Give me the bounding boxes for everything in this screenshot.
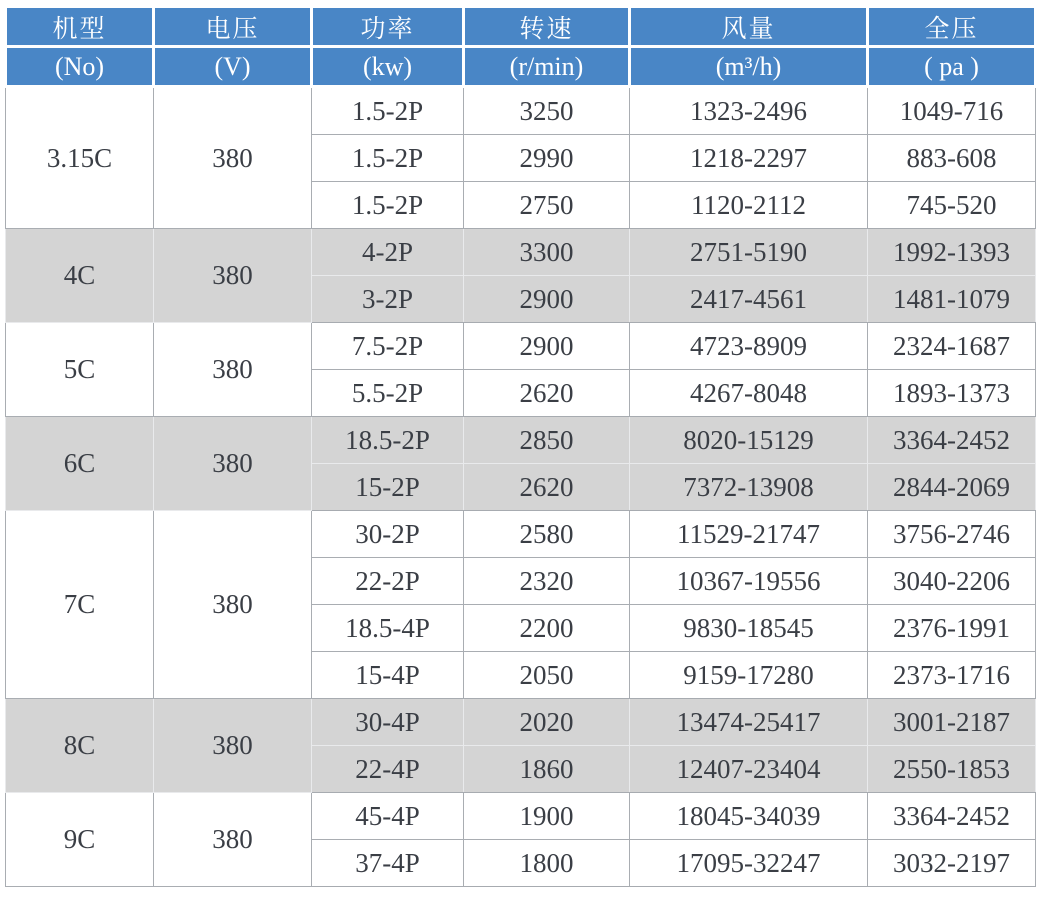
table-row <box>6 793 1036 840</box>
pressure-cell: 2550-1853 <box>868 746 1036 793</box>
speed-cell: 2050 <box>464 652 630 699</box>
pressure-cell: 3040-2206 <box>868 558 1036 605</box>
column-header-voltage: 电压 <box>154 7 312 47</box>
column-header-power: 功率 <box>312 7 464 47</box>
airflow-cell: 2751-5190 <box>630 229 868 276</box>
speed-cell: 2990 <box>464 135 630 182</box>
speed-cell: 2200 <box>464 605 630 652</box>
power-cell: 22-4P <box>312 746 464 793</box>
table-header <box>6 7 1036 87</box>
speed-cell: 3250 <box>464 87 630 135</box>
power-cell: 1.5-2P <box>312 87 464 135</box>
voltage-cell: 380 <box>154 511 312 699</box>
pressure-cell: 1992-1393 <box>868 229 1036 276</box>
airflow-cell: 4723-8909 <box>630 323 868 370</box>
speed-cell: 2320 <box>464 558 630 605</box>
column-unit-voltage: (V) <box>154 47 312 87</box>
power-cell: 45-4P <box>312 793 464 840</box>
power-cell: 15-2P <box>312 464 464 511</box>
table-row <box>6 511 1036 558</box>
voltage-cell: 380 <box>154 699 312 793</box>
pressure-cell: 2373-1716 <box>868 652 1036 699</box>
pressure-cell: 2324-1687 <box>868 323 1036 370</box>
table-row <box>6 229 1036 276</box>
power-cell: 1.5-2P <box>312 135 464 182</box>
pressure-cell: 2376-1991 <box>868 605 1036 652</box>
model-cell: 6C <box>6 417 154 511</box>
power-cell: 30-4P <box>312 699 464 746</box>
fan-spec-table <box>4 5 1037 887</box>
column-header-speed: 转速 <box>464 7 630 47</box>
airflow-cell: 1218-2297 <box>630 135 868 182</box>
column-unit-power: (kw) <box>312 47 464 87</box>
table-body <box>6 87 1036 887</box>
pressure-cell: 3001-2187 <box>868 699 1036 746</box>
column-header-pressure: 全压 <box>868 7 1036 47</box>
airflow-cell: 10367-19556 <box>630 558 868 605</box>
power-cell: 5.5-2P <box>312 370 464 417</box>
pressure-cell: 1481-1079 <box>868 276 1036 323</box>
column-unit-speed: (r/min) <box>464 47 630 87</box>
speed-cell: 1800 <box>464 840 630 887</box>
speed-cell: 2020 <box>464 699 630 746</box>
voltage-cell: 380 <box>154 323 312 417</box>
airflow-cell: 11529-21747 <box>630 511 868 558</box>
speed-cell: 2850 <box>464 417 630 464</box>
model-cell: 4C <box>6 229 154 323</box>
airflow-cell: 4267-8048 <box>630 370 868 417</box>
model-cell: 5C <box>6 323 154 417</box>
power-cell: 15-4P <box>312 652 464 699</box>
table-row <box>6 699 1036 746</box>
airflow-cell: 9159-17280 <box>630 652 868 699</box>
speed-cell: 1900 <box>464 793 630 840</box>
airflow-cell: 17095-32247 <box>630 840 868 887</box>
table-row <box>6 87 1036 135</box>
power-cell: 7.5-2P <box>312 323 464 370</box>
power-cell: 1.5-2P <box>312 182 464 229</box>
pressure-cell: 883-608 <box>868 135 1036 182</box>
pressure-cell: 1049-716 <box>868 87 1036 135</box>
power-cell: 37-4P <box>312 840 464 887</box>
pressure-cell: 2844-2069 <box>868 464 1036 511</box>
power-cell: 3-2P <box>312 276 464 323</box>
column-unit-pressure: ( pa ) <box>868 47 1036 87</box>
airflow-cell: 8020-15129 <box>630 417 868 464</box>
model-cell: 9C <box>6 793 154 887</box>
airflow-cell: 2417-4561 <box>630 276 868 323</box>
pressure-cell: 1893-1373 <box>868 370 1036 417</box>
speed-cell: 1860 <box>464 746 630 793</box>
airflow-cell: 18045-34039 <box>630 793 868 840</box>
speed-cell: 2900 <box>464 323 630 370</box>
speed-cell: 3300 <box>464 229 630 276</box>
model-cell: 8C <box>6 699 154 793</box>
voltage-cell: 380 <box>154 793 312 887</box>
speed-cell: 2620 <box>464 370 630 417</box>
airflow-cell: 1323-2496 <box>630 87 868 135</box>
voltage-cell: 380 <box>154 229 312 323</box>
voltage-cell: 380 <box>154 87 312 229</box>
column-header-model: 机型 <box>6 7 154 47</box>
airflow-cell: 7372-13908 <box>630 464 868 511</box>
airflow-cell: 9830-18545 <box>630 605 868 652</box>
column-unit-airflow: (m³/h) <box>630 47 868 87</box>
power-cell: 18.5-4P <box>312 605 464 652</box>
power-cell: 4-2P <box>312 229 464 276</box>
table-row <box>6 417 1036 464</box>
column-unit-model: (No) <box>6 47 154 87</box>
header-title-row <box>6 7 1036 47</box>
power-cell: 18.5-2P <box>312 417 464 464</box>
power-cell: 30-2P <box>312 511 464 558</box>
airflow-cell: 1120-2112 <box>630 182 868 229</box>
header-unit-row <box>6 47 1036 87</box>
speed-cell: 2900 <box>464 276 630 323</box>
table-row <box>6 323 1036 370</box>
column-header-airflow: 风量 <box>630 7 868 47</box>
pressure-cell: 3756-2746 <box>868 511 1036 558</box>
pressure-cell: 745-520 <box>868 182 1036 229</box>
airflow-cell: 12407-23404 <box>630 746 868 793</box>
pressure-cell: 3364-2452 <box>868 793 1036 840</box>
speed-cell: 2620 <box>464 464 630 511</box>
pressure-cell: 3032-2197 <box>868 840 1036 887</box>
model-cell: 3.15C <box>6 87 154 229</box>
speed-cell: 2750 <box>464 182 630 229</box>
pressure-cell: 3364-2452 <box>868 417 1036 464</box>
airflow-cell: 13474-25417 <box>630 699 868 746</box>
power-cell: 22-2P <box>312 558 464 605</box>
voltage-cell: 380 <box>154 417 312 511</box>
speed-cell: 2580 <box>464 511 630 558</box>
model-cell: 7C <box>6 511 154 699</box>
